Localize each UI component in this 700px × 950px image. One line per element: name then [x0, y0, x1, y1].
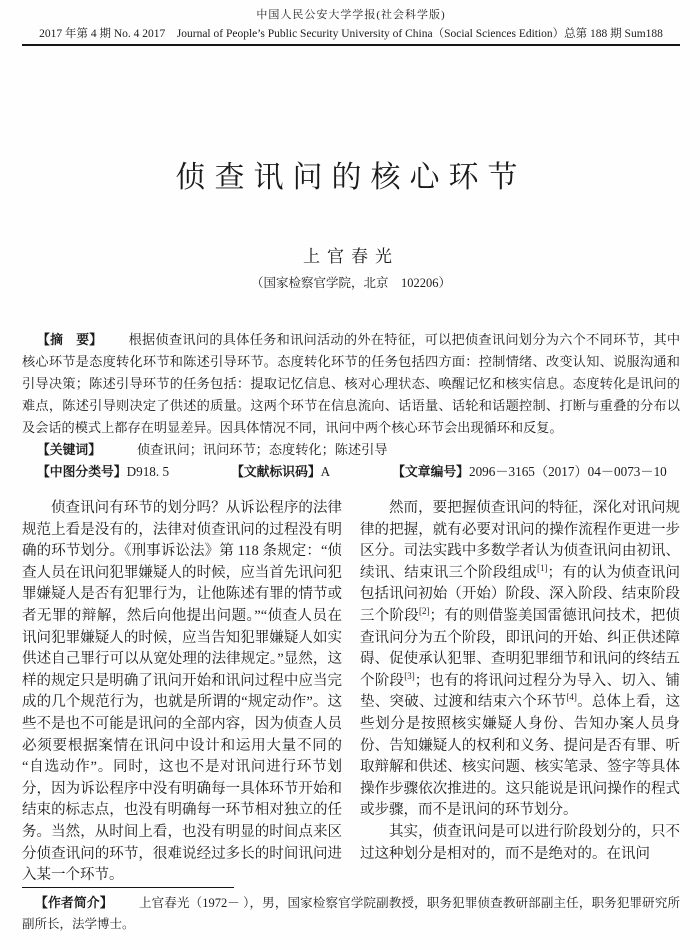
paragraph-text: 。总体上看，这些划分是按照核实嫌疑人身份、告知办案人员身份、告知嫌疑人的权利和义务、提问是否有罪、听取辩解和供述、核实问题、核实笔录、签字等具体操作步骤依次推进的。这只能说是讯问操作的程式或步骤，而不是讯问的环节划分。 — [360, 694, 680, 819]
citation-ref: [1] — [537, 562, 548, 573]
author-bio-text: 上官春光（1972－ ），男，国家检察官学院副教授，职务犯罪侦查教研部副主任，职务犯罪研究所副所长，法学博士。 — [22, 896, 680, 931]
paragraph-text: 然而，要把握侦查讯问的特征，深化对讯问规律的把握，就有必要对讯问的操作流程作更进一步区分。司法实践中多数学者认为侦查讯问由初讯、续讯、结束讯三个阶段组成 — [360, 500, 680, 581]
footnote-separator — [22, 887, 234, 888]
classification-line — [22, 461, 680, 483]
abstract-paragraph — [22, 329, 680, 439]
article-id-value: 2096－3165（2017）04－0073－10 — [468, 464, 667, 479]
author-affiliation: （国家检察官学院，北京 102206） — [250, 276, 451, 290]
citation-ref: [4] — [566, 692, 577, 703]
paragraph-text: 其实，侦查讯问是可以进行阶段划分的，只不过这种划分是相对的，而不是绝对的。在讯问 — [360, 823, 680, 862]
paragraph-text: ；有的认为侦查讯问包括讯问初始（开始）阶段、深入阶段、结束阶段三个阶段 — [360, 564, 680, 624]
citation-ref: [2] — [419, 606, 430, 617]
body-paragraph — [22, 498, 342, 886]
body-paragraph — [360, 498, 680, 822]
author-bio — [22, 892, 680, 935]
keywords-text: 侦查讯问；讯问环节；态度转化；陈述引导 — [136, 442, 388, 457]
paragraph-text: ；有的则借鉴美国雷德讯问技术，把侦查讯问分为五个阶段，即讯问的开始、纠正供述障碍、促使承认犯罪、查明犯罪细节和讯问的终结五个阶段 — [360, 607, 680, 689]
journal-name-cn: 中国人民公安大学学报(社会科学版) — [256, 9, 446, 21]
article-meta — [22, 329, 680, 483]
clc-label: 【中图分类号】 — [37, 464, 127, 479]
body-paragraph — [360, 822, 680, 865]
article-id-label: 【文章编号】 — [392, 464, 469, 479]
abstract-text: 根据侦查讯问的具体任务和讯问活动的外在特征，可以把侦查讯问划分为六个不同环节，其中核心环节是态度转化环节和陈述引导环节。态度转化环节的任务包括四方面：控制情绪、改变认知、说服沟通和引导决策；陈述引导环节的任务包括：提取记忆信息、核对心理状态、唤醒记忆和核实信息。态度转化是讯问的难点，陈述引导则决定了供述的质量。这两个环节在信息流向、话语量、话轮和话题控制、打断与重叠的分布以及会话的模式上都存在明显差异。因具体情况不同，讯问中两个核心环节会出现循环和反复。 — [22, 332, 681, 435]
citation-ref: [3] — [404, 670, 415, 681]
abstract-label: 【摘 要】 — [37, 332, 103, 347]
doc-code-label: 【文献标识码】 — [231, 464, 321, 479]
author-bio-label: 【作者简介】 — [35, 895, 113, 910]
journal-issue-line: 2017 年第 4 期 No. 4 2017 Journal of People’s Public Security University of China（Social Sciences Edition）总第 188 期 Sum188 — [22, 25, 680, 46]
doc-code-value: A — [320, 464, 331, 479]
keywords-line — [22, 439, 680, 461]
keywords-label: 【关键词】 — [37, 442, 101, 457]
author-name: 上官春光 — [303, 247, 399, 266]
journal-header — [22, 6, 680, 46]
paragraph-text: ；也有的将讯问过程分为导入、切入、铺垫、突破、过渡和结束六个环节 — [360, 672, 680, 711]
body-column-right — [360, 498, 680, 886]
clc-value: D918. 5 — [126, 464, 170, 479]
article-title: 侦查讯问的核心环节 — [175, 161, 527, 194]
body-column-left — [22, 498, 342, 886]
body-columns — [22, 498, 680, 886]
paragraph-text: 侦查讯问有环节的划分吗？从诉讼程序的法律规范上看是没有的，法律对侦查讯问的过程没有明确的环节划分。《刑事诉讼法》第 118 条规定：“侦查人员在讯问犯罪嫌疑人的时候，应当首先讯问犯罪嫌疑人是否有犯罪行为，让他陈述有罪的情节或者无罪的辩解，然后向他提出问题。”“侦查人员在讯问犯罪嫌疑人的时候，应当告知犯罪嫌疑人如实供述自己罪行可以从宽处理的法律规定。”显然，这样的规定只是明确了讯问开始和讯问过程中应当完成的几个规范行为，也就是所谓的“规定动作”。这些不是也不可能是讯问的全部内容，因为侦查人员必须要根据案情在讯问中设计和运用大量不同的“自选动作”。同时，这也不是对讯问进行环节划分，因为诉讼程序中没有明确每一具体环节开始和结束的标志点，也没有明确每一环节相对独立的任务。当然，从时间上看，也没有明显的时间点来区分侦查讯问的环节，很难说经过多长的时间讯问进入某一个环节。 — [22, 500, 342, 884]
